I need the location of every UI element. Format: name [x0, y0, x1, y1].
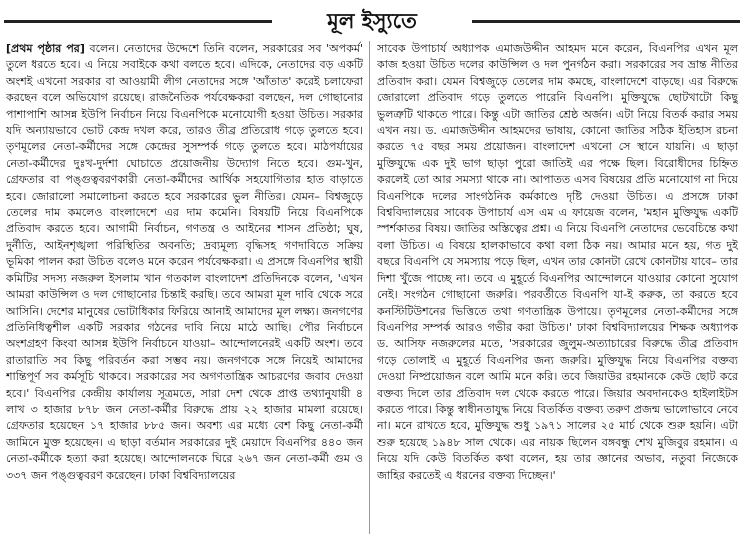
section-headline: মূল ইস্যুতে — [327, 8, 417, 33]
continued-from-front-page-label: [প্রথম পৃষ্ঠার পর] — [6, 42, 85, 55]
header-rule-right — [472, 20, 740, 23]
article-column-left — [6, 41, 363, 534]
header-rule-left — [4, 20, 272, 23]
article-paragraph-right: সাবেক উপাচার্য অধ্যাপক এমাজউদ্দীন আহমদ মনে করেন, বিএনপির এখন মূল কাজ হওয়া উচিত দলের কাউন্সিল ও দল পুনর্গঠন করা। সরকারের সব ভ্রান্ত নীতির প্রতিবাদ করা। যেমন বিশ্বজুড়ে তেলের দাম কমছে, বাংলাদেশে বাড়ছে। এর বিরুদ্ধে জোরালো প্রতিবাদ গড়ে তুলতে পারেনি বিএনপি। মুক্তিযুদ্ধে ছোটখাটো কিছু ভুলত্রুটি থাকতে পারে। কিন্তু এটা জাতির শ্রেষ্ঠ অর্জন। এটা নিয়ে বিতর্ক করার সময় এখন নয়। ড. এমাজউদ্দীন আহমদের ভাষায়, কোনো জাতির সঠিক ইতিহাস রচনা করতে ৭৫ বছর সময় প্রয়োজন। বাংলাদেশ এখনো সে স্থানে যায়নি। এ ছাড়া মুক্তিযুদ্ধে এক দুই ভাগ ছাড়া পুরো জাতিই এর পক্ষে ছিল। বিরোধীদের চিহ্নিত করলেই তো আর সমস্যা থাকে না। আপাতত এসব বিষয়ের প্রতি মনোযোগ না দিয়ে বিএনপিকে দলের সাংগঠনিক কর্মকাণ্ডে দৃষ্টি দেওয়া উচিত। এ প্রসঙ্গে ঢাকা বিশ্ববিদ্যালয়ের সাবেক উপাচার্য এস এম এ ফায়েজ বলেন, 'মহান মুক্তিযুদ্ধ একটি স্পর্শকাতর বিষয়। জাতির অস্তিত্বের প্রশ্ন। এ নিয়ে বিএনপি নেতাদের ভেবেচিন্তে কথা বলা উচিত। এ বিষয়ে হালকাভাবে কথা বলা ঠিক নয়। আমার মনে হয়, গত দুই বছরে বিএনপি যে সমস্যায় পড়ে ছিল, এখন তার কোনটা রেখে কোনটায় যাবে– তার দিশা খুঁজে পাচ্ছে না। তবে এ মুহূর্তে বিএনপির আন্দোলনে যাওয়ার কোনো সুযোগ নেই। সংগঠন গোছানো জরুরি। পরবর্তীতে বিএনপি যা-ই করুক, তা করতে হবে কনস্টিটিউশনের ভিত্তিতে তথা গণতান্ত্রিক উপায়ে। তৃণমূলের নেতা-কর্মীদের সঙ্গে বিএনপির সম্পর্ক আরও গভীর করা উচিত।' ঢাকা বিশ্ববিদ্যালয়ের শিক্ষক অধ্যাপক ড. আসিফ নজরুলের মতে, 'সরকারের জুলুম-অত্যাচারের বিরুদ্ধে তীব্র প্রতিবাদ গড়ে তোলাই এ মুহূর্তে বিএনপির জন্য জরুরি। মুক্তিযুদ্ধ নিয়ে বিএনপির বক্তব্য দেওয়া নিষ্প্রয়োজন বলে আমি মনে করি। তবে জিয়াউর রহমানকে কেউ ছোট করে বক্তব্য দিলে তার প্রতিবাদ দল থেকে করতে পারে। জিয়ার অবদানকেও হাইলাইটস করতে পারে। কিন্তু স্বাধীনতাযুদ্ধ নিয়ে বিতর্কিত বক্তব্য তরুণ প্রজন্ম ভালোভাবে নেবে না। মনে রাখতে হবে, মুক্তিযুদ্ধ শুধু ১৯৭১ সালের ২৫ মার্চ থেকে শুরু হয়নি। এটা শুরু হয়েছে ১৯৪৮ সাল থেকে। এর নায়ক ছিলেন বঙ্গবন্ধু শেখ মুজিবুর রহমান। এ নিয়ে যদি কেউ বিতর্কিত কথা বলেন, হয় তার জ্ঞানের অভাব, নতুবা নিজেকে জাহির করতেই এ ধরনের বক্তব্য দিচ্ছেন।' — [377, 42, 738, 482]
article-column-right — [377, 41, 738, 534]
section-header — [4, 6, 740, 36]
column-divider — [369, 41, 370, 534]
article-paragraph-left — [6, 41, 363, 484]
left-column-text: বলেন। নেতাদের উদ্দেশে তিনি বলেন, সরকারের সব 'অপকর্ম' তুলে ধরতে হবে। এ নিয়ে সবাইকে কথা বলতে হবে। এদিকে, নেতাদের বড় একটি অংশই এখনো সরকার বা আওয়ামী লীগ নেতাদের সঙ্গে 'আঁতাত' করেই চলাফেরা করছেন বলে অভিযোগ রয়েছে। রাজনৈতিক পর্যবেক্ষকরা বলছেন, দল গোছানোর পাশাপাশি আসন্ন ইউপি নির্বাচন নিয়ে বিএনপিকে মনোযোগী হওয়া উচিত। সরকার যদি অন্যায়ভাবে ভোট কেন্দ্র দখল করে, তারও তীব্র প্রতিরোধ গড়ে তুলতে হবে। তৃণমূলের নেতা-কর্মীদের সঙ্গে কেন্দ্রের সুসম্পর্ক গড়ে তুলতে হবে। মাঠপর্যায়ের নেতা-কর্মীদের দুঃখ-দুর্দশা ঘোচাতে প্রয়োজনীয় উদ্যোগ নিতে হবে। গুম-খুন, গ্রেফতার বা পঙ্গুত্ববরণকারী নেতা-কর্মীদের আর্থিক সহযোগিতার হাত বাড়াতে হবে। জোরালো সমালোচনা করতে হবে সরকারের ভুল নীতির। যেমন– বিশ্বজুড়ে তেলের দাম কমলেও বাংলাদেশে এর দাম কমেনি। বিষয়টি নিয়ে বিএনপিকে প্রতিবাদ করতে হবে। আগামী নির্বাচন, গণতন্ত্র ও আইনের শাসন প্রতিষ্ঠা; ঘুষ, দুর্নীতি, আইনশৃঙ্খলা পরিস্থিতির অবনতি; দ্রব্যমূল্য বৃদ্ধিসহ গণদাবিতে সক্রিয় ভূমিকা পালন করা উচিত বলেও মনে করেন পর্যবেক্ষকরা। এ প্রসঙ্গে বিএনপির স্থায়ী কমিটির সদস্য নজরুল ইসলাম খান গতকাল বাংলাদেশ প্রতিদিনকে বলেন, 'এখন আমরা কাউন্সিল ও দল গোছানোর চিন্তাই করছি। তবে আমরা মূল দাবি থেকে সরে আসিনি। দেশের মানুষের ভোটাধিকার ফিরিয়ে আনাই আমাদের মূল লক্ষ্য। জনগণের প্রতিনিধিত্বশীল একটি সরকার গঠনের দাবি নিয়ে মাঠে আছি। পৌর নির্বাচনে অংশগ্রহণ কিংবা আসন্ন ইউপি নির্বাচনে যাওয়া– আন্দোলনেরই একটি অংশ। তবে রাতারাতি সব কিছু পরিবর্তন করা সম্ভব নয়। জনগণকে সঙ্গে নিয়েই আমাদের শান্তিপূর্ণ সব কর্মসূচি থাকবে। সরকারের সব অগণতান্ত্রিক আচরণের জবাব দেওয়া হবে।' বিএনপির কেন্দ্রীয় কার্যালয় সূত্রমতে, সারা দেশ থেকে প্রাপ্ত তথ্যানুযায়ী ৪ লাখ ৩ হাজার ৮৭৮ জন নেতা-কর্মীর বিরুদ্ধে প্রায় ২২ হাজার মামলা রয়েছে। গ্রেফতার হয়েছেন ১৭ হাজার ৮৮৫ জন। অবশ্য এর মধ্যে বেশ কিছু নেতা-কর্মী জামিনে মুক্ত হয়েছেন। এ ছাড়া বর্তমান সরকারের দুই মেয়াদে বিএনপির ৪৪০ জন নেতা-কর্মীকে হত্যা করা হয়েছে। আন্দোলনকে ঘিরে ২৬৭ জন নেতা-কর্মী গুম ও ৩৩৭ জন পঙ্গুত্ববরণ করেছেন। ঢাকা বিশ্ববিদ্যালয়ের — [6, 42, 363, 482]
